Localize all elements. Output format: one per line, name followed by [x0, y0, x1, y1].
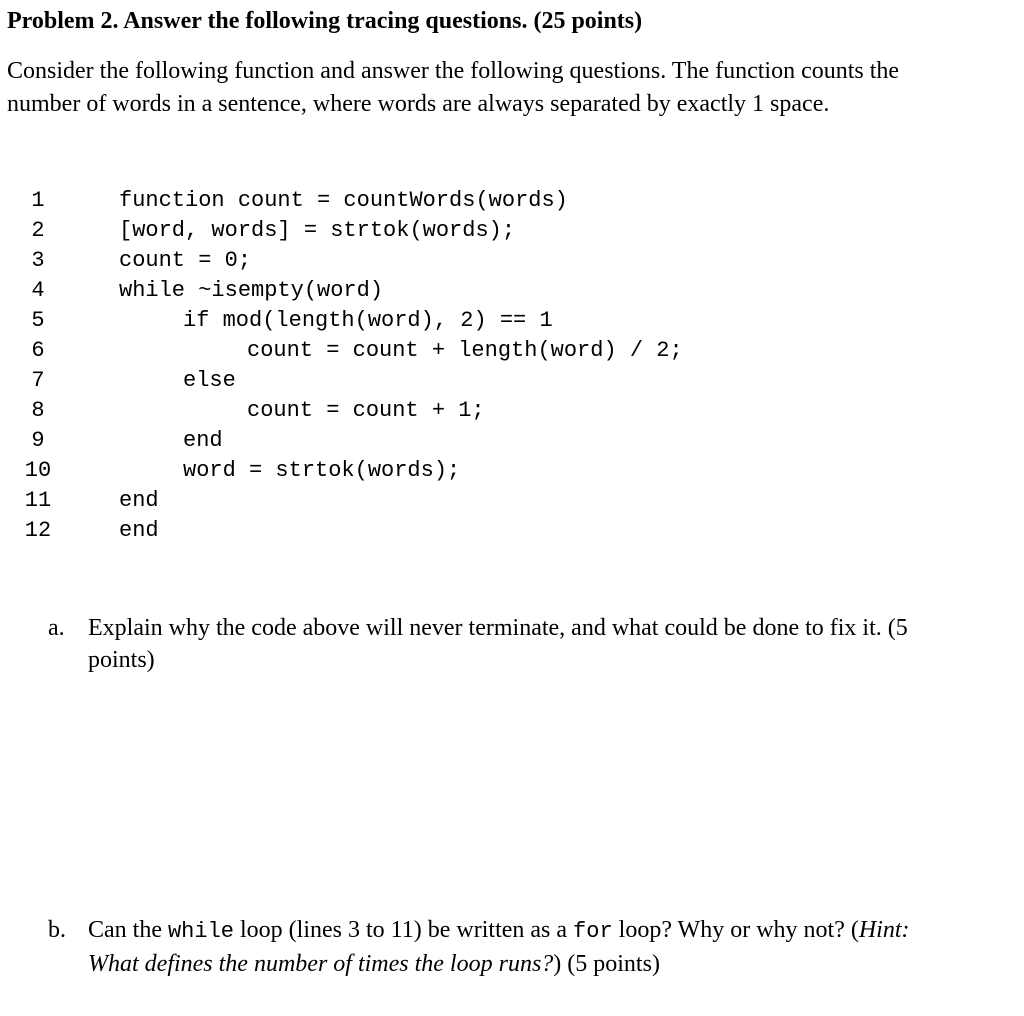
line-code: else — [183, 368, 236, 393]
question-a-line-2: points) — [88, 647, 155, 673]
question-b — [48, 914, 1008, 980]
line-number: 8 — [31, 398, 45, 423]
line-code: while ~isempty(word) — [119, 278, 384, 303]
question-a — [48, 612, 1008, 676]
intro-line-2: number of words in a sentence, where words are always separated by exactly 1 space. — [7, 91, 830, 117]
line-code: count = 0; — [119, 248, 252, 273]
line-code: end — [119, 488, 159, 513]
hint-label: Hint: — [858, 917, 910, 943]
line-number: 2 — [31, 218, 45, 243]
question-b-label: b. — [48, 917, 66, 943]
intro-line-1: Consider the following function and answer the following questions. The function counts the — [7, 58, 900, 84]
question-b-mid: loop (lines 3 to 11) be written as a — [234, 917, 574, 943]
question-a-text — [88, 612, 1008, 676]
problem-intro — [7, 55, 1007, 121]
line-code: count = count + 1; — [247, 398, 485, 423]
question-a-label: a. — [48, 615, 65, 641]
line-number: 5 — [31, 308, 45, 333]
question-a-line-1: Explain why the code above will never terminate, and what could be done to fix it. (5 — [88, 615, 908, 641]
line-number: 3 — [31, 248, 45, 273]
line-code: if mod(length(word), 2) == 1 — [183, 308, 553, 333]
keyword-while: while — [167, 919, 234, 944]
line-code: count = count + length(word) / 2; — [247, 338, 683, 363]
line-code: function count = countWords(words) — [119, 188, 568, 213]
hint-text: What defines the number of times the loop runs? — [88, 951, 554, 977]
question-b-points: ) (5 points) — [553, 951, 660, 977]
line-number: 7 — [31, 368, 45, 393]
line-number: 11 — [24, 488, 52, 513]
question-b-line-1 — [88, 914, 1008, 948]
line-number: 10 — [24, 458, 52, 483]
line-number: 6 — [31, 338, 45, 363]
line-number: 12 — [24, 518, 52, 543]
question-b-prefix: Can the — [88, 917, 168, 943]
line-number: 9 — [31, 428, 45, 453]
question-b-text — [88, 914, 1008, 980]
problem-title: Problem 2. Answer the following tracing questions. (25 points) — [7, 8, 643, 34]
keyword-for: for — [573, 919, 613, 944]
line-number: 4 — [31, 278, 45, 303]
line-code: end — [183, 428, 223, 453]
line-code: [word, words] = strtok(words); — [119, 218, 516, 243]
line-code: end — [119, 518, 159, 543]
line-number: 1 — [31, 188, 45, 213]
question-b-line-2 — [88, 948, 1008, 980]
question-b-rest: loop? Why or why not? ( — [612, 917, 859, 943]
line-code: word = strtok(words); — [183, 458, 461, 483]
